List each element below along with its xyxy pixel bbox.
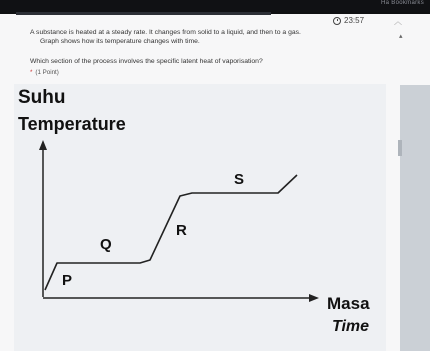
heating-curve — [45, 175, 297, 290]
x-axis-label-masa: Masa — [327, 294, 370, 313]
question-text: A substance is heated at a steady rate. It changes from solid to a liquid, and then to a gas. Graph shows how its temperature changes with time. — [30, 29, 301, 45]
segment-label-r: R — [176, 222, 187, 239]
x-axis-label-time: Time — [332, 318, 370, 335]
y-axis-label-temperature: Temperature — [18, 114, 126, 134]
y-axis-label-suhu: Suhu — [18, 87, 66, 108]
x-axis-arrow — [309, 294, 319, 302]
bookmarks-label: Ha Bookmarks — [381, 0, 424, 6]
timer-value: 23:57 — [344, 16, 365, 25]
points-label: * (1 Point) — [30, 69, 59, 76]
question-prompt: Which section of the process involves the specific latent heat of vaporisation? — [30, 58, 263, 65]
y-axis-arrow — [39, 140, 47, 150]
scroll-indicator: ▴ — [399, 33, 403, 40]
segment-label-q: Q — [100, 236, 112, 253]
segment-label-s: S — [234, 171, 245, 188]
segment-label-p: P — [62, 272, 73, 289]
chevron-up-icon[interactable]: ︿ — [394, 17, 402, 26]
